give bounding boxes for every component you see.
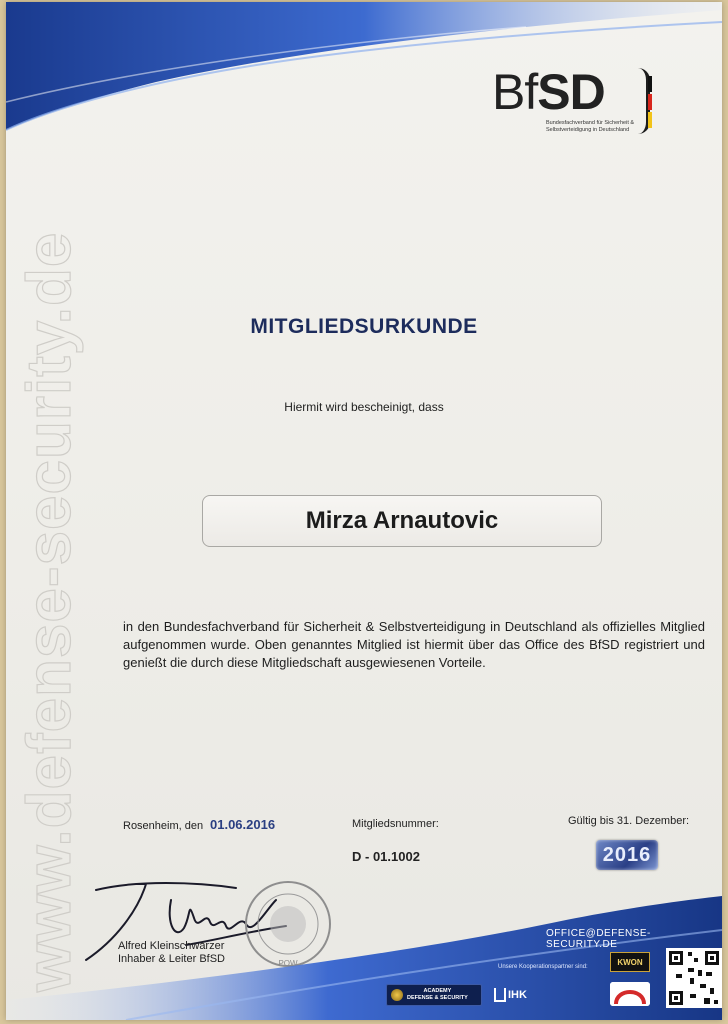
academy-emblem-icon (391, 989, 403, 1001)
valid-year: 2016 (602, 843, 652, 866)
partners-label: Unsere Kooperationspartner sind: (498, 964, 588, 970)
logo-wordmark: BfSD (492, 64, 605, 120)
certificate-title: MITGLIEDSURKUNDE (250, 315, 478, 338)
certificate-body-text: in den Bundesfachverband für Sicherheit & Selbstverteidigung in Deutschland als offizielles Mitglied aufgenommen wurde. Oben genanntes Mitglied ist hiermit über das Office des BfSD registriert und genießt die durch diese Mitgliedschaft ausgewiesenen Vorteile. (123, 619, 705, 670)
ihk-partner-badge: IHK (494, 986, 534, 1004)
website-watermark: www.defense-security.de (15, 231, 84, 992)
issue-date: 01.06.2016 (210, 817, 276, 832)
arch-partner-logo-icon (610, 982, 650, 1006)
membership-number-label: Mitgliedsnummer: (352, 818, 439, 830)
academy-badge-text: ACADEMY DEFENSE & SECURITY (407, 988, 468, 1001)
valid-year-badge (596, 840, 658, 870)
svg-text:POW: POW (278, 959, 298, 968)
office-email: OFFICE@DEFENSE-SECURITY.DE (546, 928, 651, 950)
place-label: Rosenheim, den (123, 820, 204, 832)
signer-role: Inhaber & Leiter BfSD (118, 953, 226, 965)
intro-text: Hiermit wird bescheinigt, dass (284, 400, 444, 414)
certificate-page (6, 2, 722, 1020)
academy-partner-badge (386, 984, 482, 1006)
member-name: Mirza Arnautovic (305, 507, 499, 534)
ihk-logo-icon (494, 988, 506, 1002)
logo-subtitle: Bundesfachverband für Sicherheit & Selbstverteidigung in Deutschland (546, 120, 635, 133)
membership-number: D - 01.1002 (352, 849, 420, 864)
signer-name: Alfred Kleinschwärzer (118, 940, 225, 952)
valid-until-label: Gültig bis 31. Dezember: (568, 815, 690, 827)
member-name-box (202, 495, 602, 547)
kwon-partner-badge: KWON (610, 952, 650, 972)
qr-code-icon (666, 948, 722, 1008)
bfsd-logo (492, 66, 652, 144)
